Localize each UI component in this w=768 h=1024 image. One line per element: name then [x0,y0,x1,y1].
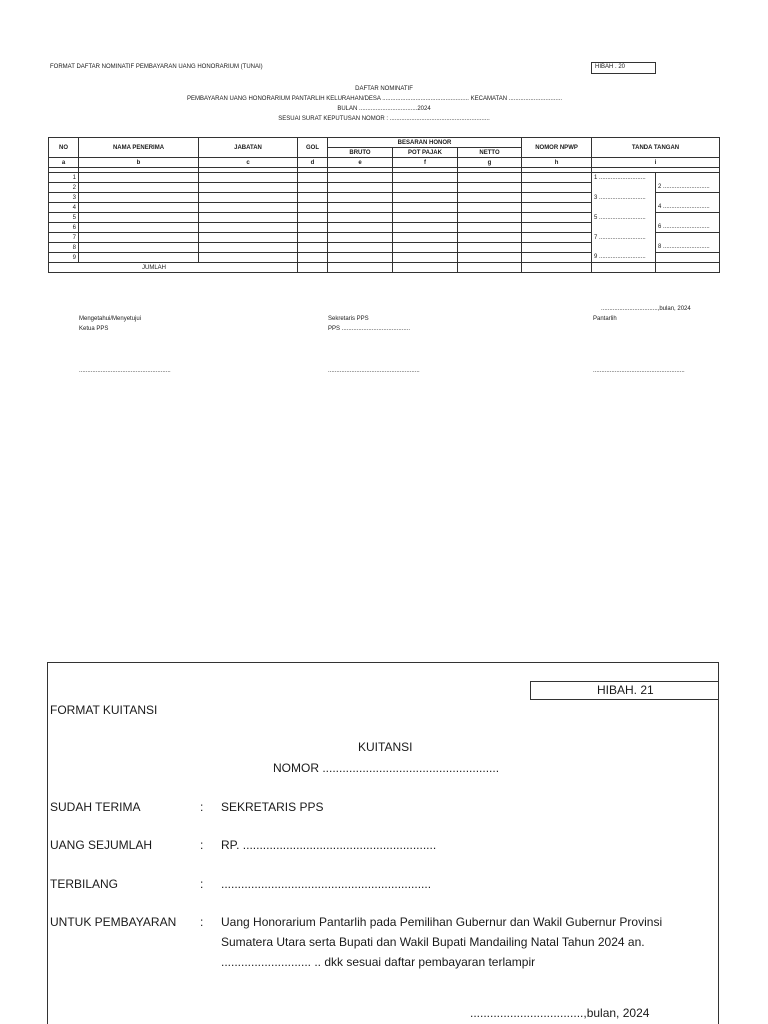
table-row [49,243,720,253]
untuk-pembayaran-line2: Sumatera Utara serta Bupati dan Wakil Bupati Mandailing Natal Tahun 2024 an. [221,935,645,949]
terbilang-value: ............................................................... [221,877,432,891]
kuitansi-title: KUITANSI [358,740,413,754]
letter-f: f [393,158,458,168]
ketua-signature-line: ....................................................... [79,368,171,374]
col-pot-pajak: POT PAJAK [393,148,458,158]
row-number: 6 [49,223,79,233]
kuitansi-date: ..................................,bulan, 2024 [470,1006,650,1020]
pps-label: PPS ......................................... [328,326,411,332]
sekretaris-signature-line: ....................................................... [328,368,420,374]
jumlah-row [49,263,720,273]
signature-cell: 3 ............................ [592,193,656,203]
nominative-date: ..................................,bulan, 2024 [601,306,691,312]
table-row [49,233,720,243]
row-number: 1 [49,173,79,183]
ketua-pps-label: Ketua PPS [79,326,109,332]
col-gol: GOL [298,138,328,158]
hibah-20-code: HIBAH . 20 [591,62,656,74]
pantarlih-label: Pantarlih [593,316,617,322]
table-row [49,203,720,213]
letter-b: b [79,158,199,168]
sudah-terima-value: SEKRETARIS PPS [221,800,324,814]
pantarlih-signature-line: ....................................................... [593,368,685,374]
col-npwp: NOMOR NPWP [522,138,592,158]
nominative-table [48,137,720,273]
colon: : [200,838,204,852]
row-number: 8 [49,243,79,253]
signature-cell: 7 ............................ [592,233,656,243]
uang-sejumlah-value: RP. .......................................................... [221,838,437,852]
signature-cell: 4 ............................ [656,203,720,213]
doc-subtitle: PEMBAYARAN UANG HONORARIUM PANTARLIH KELURAHAN/DESA .................................................... KECAMATAN ................................ [187,96,563,102]
signature-cell: 2 ............................ [656,183,720,193]
letter-row [49,158,720,168]
header-row [49,138,720,148]
signature-cell: 9 ............................ [592,253,656,263]
row-number: 3 [49,193,79,203]
approver-label: Mengetahui/Menyetujui [79,316,142,322]
untuk-pembayaran-line3: ........................... .. dkk sesuai daftar pembayaran terlampir [221,955,536,969]
col-besaran-honor: BESARAN HONOR [328,138,522,148]
signature-cell: 1 ............................ [592,173,656,183]
col-tanda-tangan: TANDA TANGAN [592,138,720,158]
colon: : [200,800,204,814]
table-row [49,193,720,203]
jumlah-label: JUMLAH [49,263,298,273]
colon: : [200,877,204,891]
letter-d: d [298,158,328,168]
letter-h: h [522,158,592,168]
table-row [49,213,720,223]
col-netto: NETTO [458,148,522,158]
untuk-pembayaran-line1: Uang Honorarium Pantarlih pada Pemilihan Gubernur dan Wakil Gubernur Provinsi [221,915,663,929]
row-number: 4 [49,203,79,213]
col-nama: NAMA PENERIMA [79,138,199,158]
terbilang-label: TERBILANG [50,877,119,891]
row-number: 5 [49,213,79,223]
hibah-21-code: HIBAH. 21 [530,681,719,700]
uang-sejumlah-label: UANG SEJUMLAH [50,838,153,852]
letter-i: i [592,158,720,168]
doc-decree: SESUAI SURAT KEPUTUSAN NOMOR : ............................................................ [278,116,490,122]
table-row [49,223,720,233]
kuitansi-nomor: NOMOR ..................................................... [273,761,500,775]
col-jabatan: JABATAN [199,138,298,158]
letter-c: c [199,158,298,168]
colon: : [200,915,204,929]
sekretaris-label: Sekretaris PPS [328,316,369,322]
untuk-pembayaran-label: UNTUK PEMBAYARAN [50,915,177,929]
letter-g: g [458,158,522,168]
table-row [49,183,720,193]
doc-month: BULAN ...................................2024 [337,106,431,112]
row-number: 2 [49,183,79,193]
signature-cell: 6 ............................ [656,223,720,233]
letter-e: e [328,158,393,168]
format-title: FORMAT DAFTAR NOMINATIF PEMBAYARAN UANG HONORARIUM (TUNAI) [50,64,263,70]
letter-a: a [49,158,79,168]
row-number: 7 [49,233,79,243]
table-row [49,253,720,263]
sudah-terima-label: SUDAH TERIMA [50,800,141,814]
doc-title: DAFTAR NOMINATIF [355,86,413,92]
table-row [49,173,720,183]
signature-cell: 8 ............................ [656,243,720,253]
col-no: NO [49,138,79,158]
row-number: 9 [49,253,79,263]
format-kuitansi-label: FORMAT KUITANSI [50,703,158,717]
signature-cell: 5 ............................ [592,213,656,223]
col-bruto: BRUTO [328,148,393,158]
